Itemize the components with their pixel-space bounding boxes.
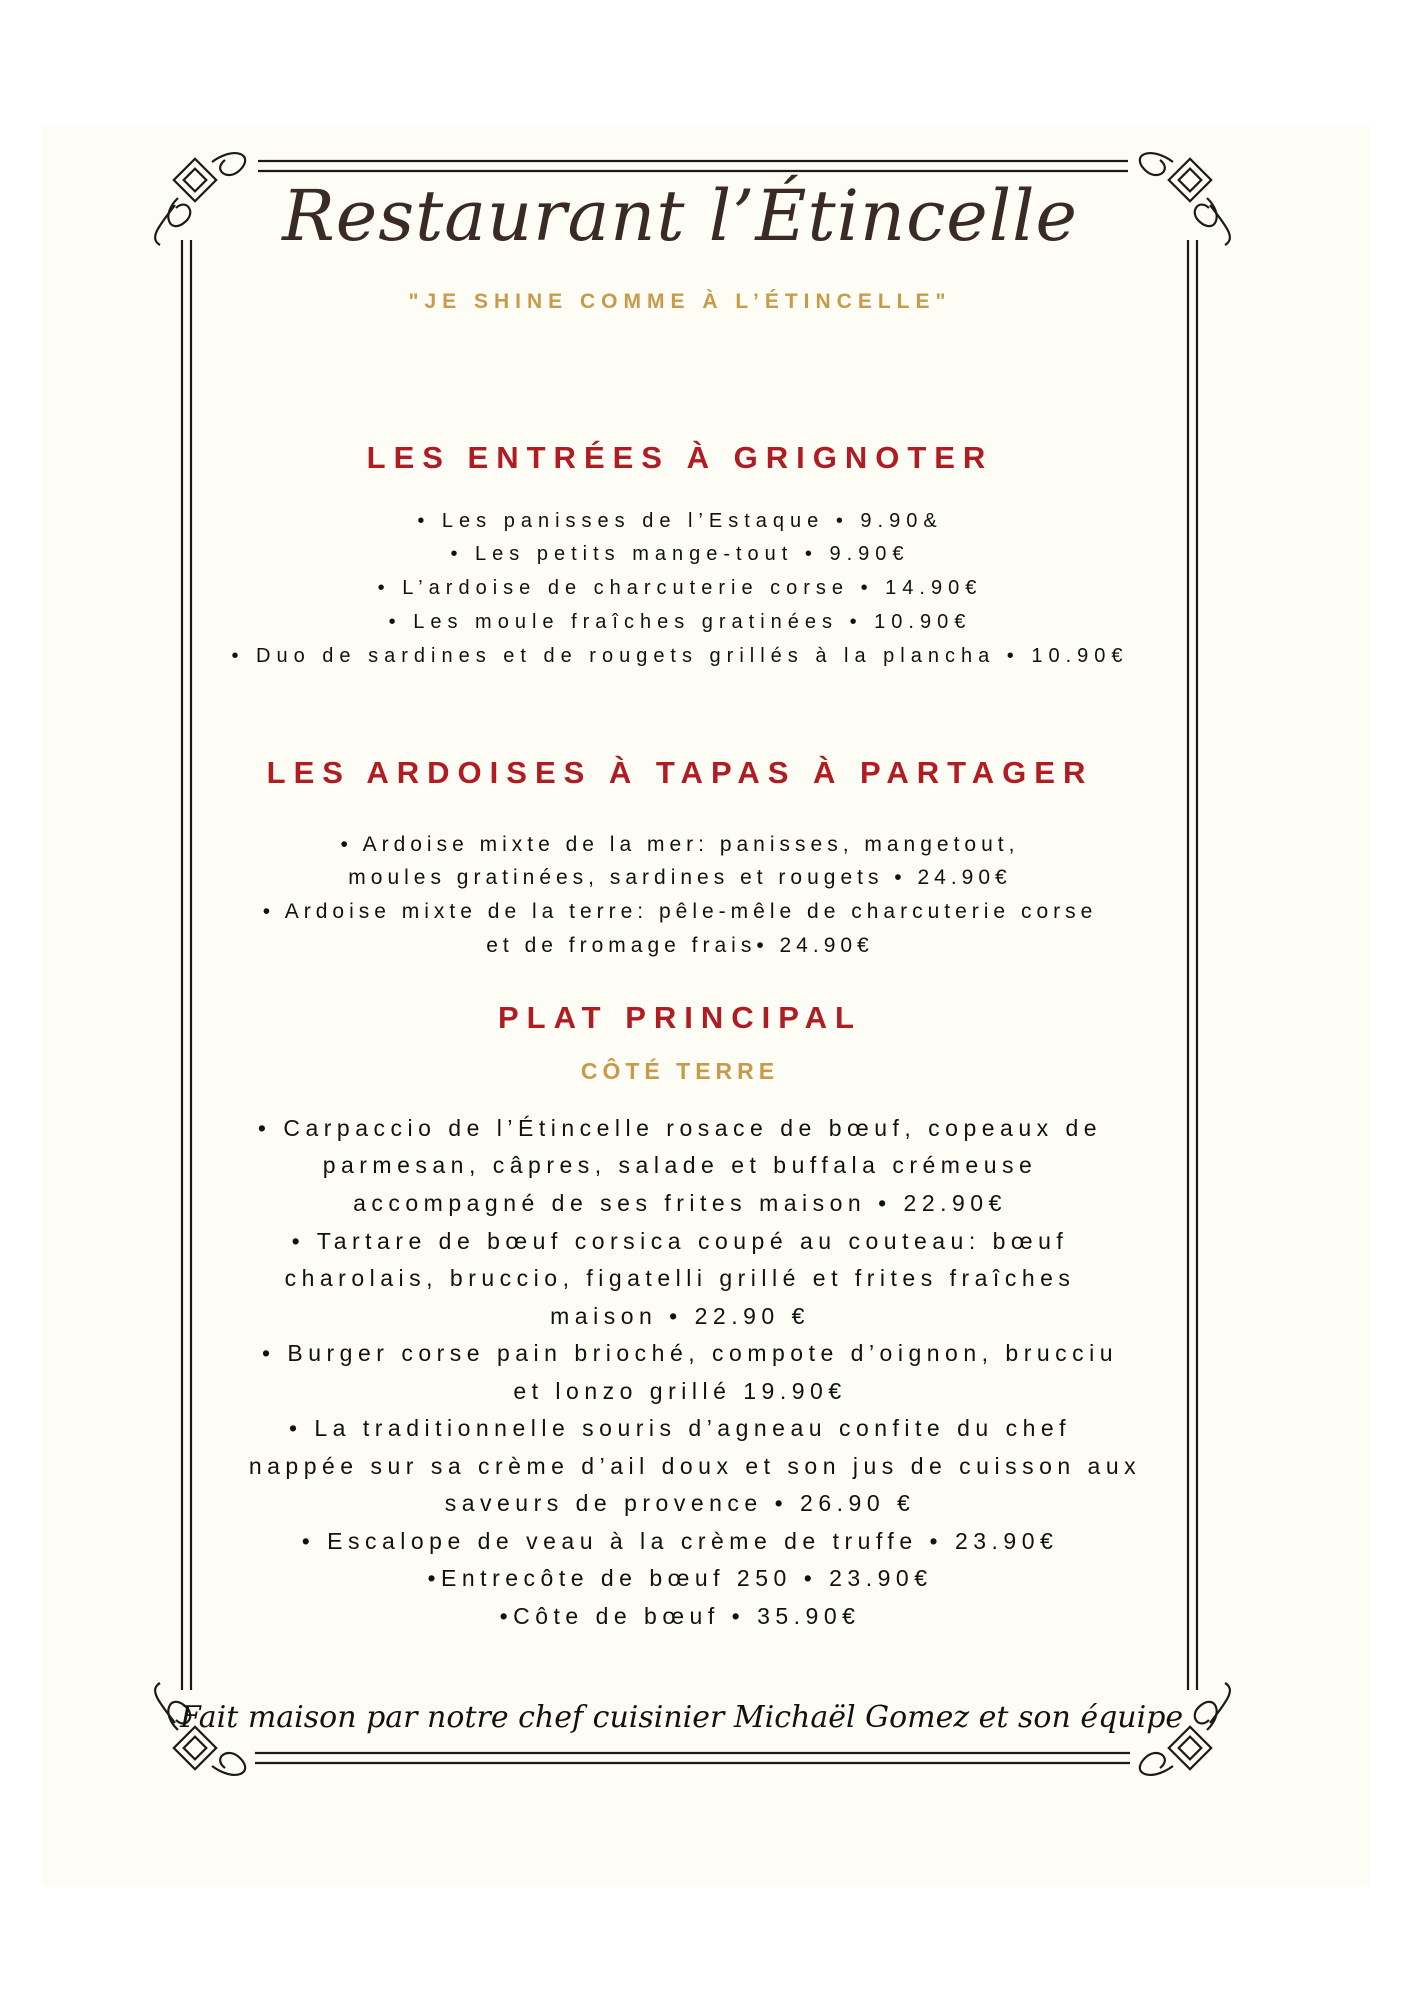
menu-item-line: • Carpaccio de l’Étincelle rosace de bœuf, copeaux de — [257, 1115, 1103, 1141]
menu-item-line: et lonzo grillé 19.90€ — [513, 1378, 847, 1404]
menu-item-line: • Burger corse pain brioché, compote d’oignon, brucciu — [261, 1340, 1119, 1366]
tagline: "JE SHINE COMME À L’ÉTINCELLE" — [408, 290, 952, 313]
menu-item-line: charolais, bruccio, figatelli grillé et frites fraîches — [284, 1265, 1076, 1291]
section-heading-plat: PLAT PRINCIPAL — [497, 1000, 862, 1035]
menu-item: • Les panisses de l’Estaque • 9.90& — [417, 510, 943, 532]
menu-item: • Les petits mange-tout • 9.90€ — [450, 543, 910, 565]
menu-item-line: et de fromage frais• 24.90€ — [486, 934, 874, 957]
menu-item-line: parmesan, câpres, salade et buffala crémeuse — [322, 1152, 1038, 1178]
menu-item: • Les moule fraîches gratinées • 10.90€ — [388, 611, 972, 633]
menu-item-line: •Côte de bœuf • 35.90€ — [499, 1603, 861, 1629]
menu-item-line: saveurs de provence • 26.90 € — [444, 1490, 916, 1516]
menu-item-line: • Tartare de bœuf corsica coupé au couteau: bœuf — [291, 1228, 1069, 1254]
menu-item-line: • La traditionnelle souris d’agneau confite du chef — [288, 1415, 1072, 1441]
section-heading-entrees: LES ENTRÉES À GRIGNOTER — [366, 440, 994, 475]
menu-item-line: maison • 22.90 € — [550, 1303, 810, 1329]
menu-item-line: • Escalope de veau à la crème de truffe • 23.90€ — [301, 1528, 1059, 1554]
menu-item-line: • Ardoise mixte de la mer: panisses, mangetout, — [340, 833, 1020, 856]
restaurant-title: Restaurant l’Étincelle — [282, 175, 1078, 257]
sub-heading-cote-terre: CÔTÉ TERRE — [580, 1058, 780, 1084]
menu-item: • Duo de sardines et de rougets grillés à la plancha • 10.90€ — [231, 645, 1129, 667]
menu-item-line: nappée sur sa crème d’ail doux et son jus de cuisson aux — [248, 1453, 1142, 1479]
chef-signature: Fait maison par notre chef cuisinier Michaël Gomez et son équipe — [180, 1700, 1184, 1735]
menu-item: • L’ardoise de charcuterie corse • 14.90€ — [377, 577, 983, 599]
menu-item-line: moules gratinées, sardines et rougets • 24.90€ — [348, 866, 1012, 889]
menu-item-line: •Entrecôte de bœuf 250 • 23.90€ — [427, 1565, 933, 1591]
menu-item-line: accompagné de ses frites maison • 22.90€ — [353, 1190, 1007, 1216]
menu-item-line: • Ardoise mixte de la terre: pêle-mêle de charcuterie corse — [262, 900, 1098, 923]
section-heading-ardoises: LES ARDOISES À TAPAS À PARTAGER — [266, 755, 1094, 790]
